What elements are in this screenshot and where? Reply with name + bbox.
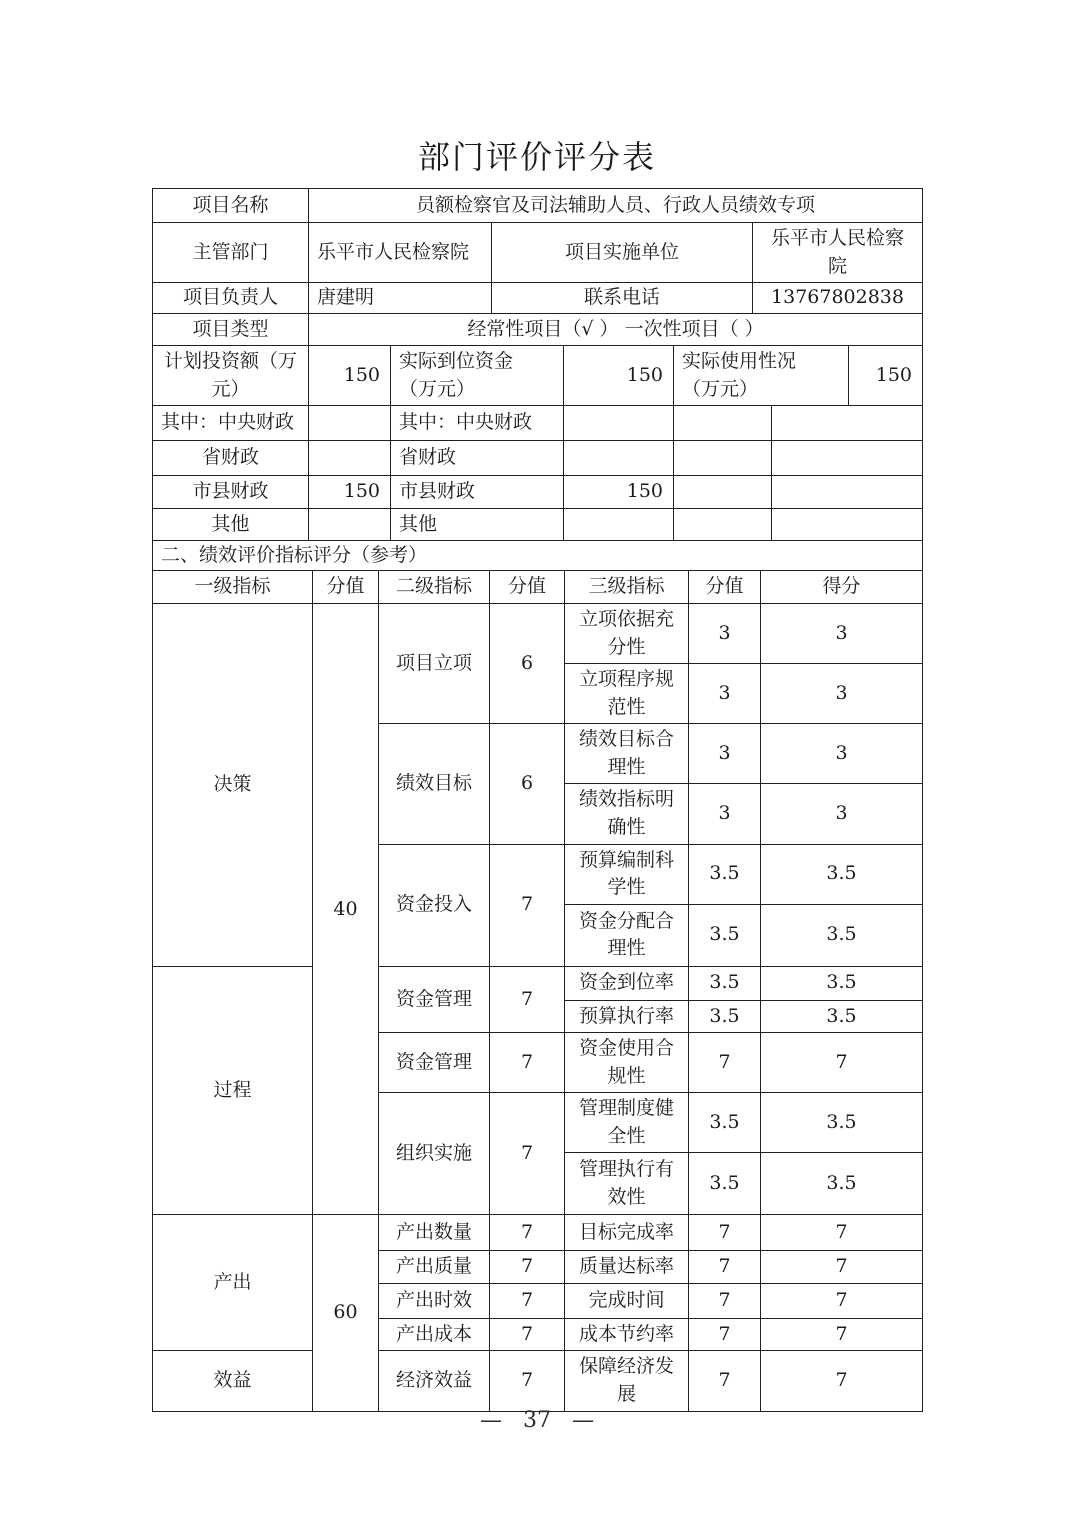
level3-got: 7 <box>761 1351 923 1411</box>
level2-score: 7 <box>490 1283 565 1318</box>
level3-name: 资金到位率 <box>565 966 689 1000</box>
level3-got: 7 <box>761 1283 923 1318</box>
level2-name: 资金投入 <box>379 844 490 966</box>
level2-name: 绩效目标 <box>379 724 490 844</box>
breakdown-right-label: 市县财政 <box>391 476 564 509</box>
level2-score: 7 <box>490 1093 565 1215</box>
header-score1: 分值 <box>313 571 379 604</box>
header-level3: 三级指标 <box>565 571 689 604</box>
level3-name: 预算编制科学性 <box>565 844 689 904</box>
breakdown-left-value <box>309 441 391 476</box>
breakdown-right-value <box>564 441 674 476</box>
level3-got: 7 <box>761 1318 923 1351</box>
breakdown-right-value: 150 <box>564 476 674 509</box>
level3-got: 3.5 <box>761 1153 923 1215</box>
level2-name: 产出数量 <box>379 1215 490 1251</box>
level2-score: 7 <box>490 1251 565 1284</box>
used-funds-label: 实际使用性况（万元） <box>674 346 849 406</box>
level3-name: 质量达标率 <box>565 1251 689 1284</box>
empty-cell <box>772 509 923 541</box>
level2-name: 资金管理 <box>379 966 490 1033</box>
breakdown-left-label: 其中：中央财政 <box>153 406 309 441</box>
indicator-score-table <box>152 570 923 1411</box>
level3-score: 3 <box>689 604 761 664</box>
empty-cell <box>674 441 772 476</box>
level3-got: 7 <box>761 1251 923 1284</box>
project-type-value: 经常性项目（√ ） 一次性项目（ ） <box>309 314 923 346</box>
level3-name: 立项程序规范性 <box>565 664 689 724</box>
project-info-table <box>152 188 923 571</box>
info-row-departments <box>153 223 923 283</box>
level2-name: 组织实施 <box>379 1093 490 1215</box>
level3-score: 3.5 <box>689 844 761 904</box>
project-type-label: 项目类型 <box>153 314 309 346</box>
level3-got: 7 <box>761 1033 923 1093</box>
level3-got: 3.5 <box>761 844 923 904</box>
phone-value: 13767802838 <box>753 283 923 314</box>
level2-name: 产出质量 <box>379 1251 490 1284</box>
level3-got: 3.5 <box>761 904 923 966</box>
level3-got: 3.5 <box>761 966 923 1000</box>
dept-label: 主管部门 <box>153 223 309 283</box>
table-row <box>153 1351 923 1411</box>
breakdown-left-label: 市县财政 <box>153 476 309 509</box>
level2-name: 产出成本 <box>379 1318 490 1351</box>
header-got: 得分 <box>761 571 923 604</box>
level2-name: 项目立项 <box>379 604 490 724</box>
indicator-header-row <box>153 571 923 604</box>
level1-process: 过程 <box>153 966 313 1215</box>
header-level1: 一级指标 <box>153 571 313 604</box>
breakdown-left-value <box>309 509 391 541</box>
level3-name: 成本节约率 <box>565 1318 689 1351</box>
level2-score: 6 <box>490 604 565 724</box>
phone-label: 联系电话 <box>492 283 753 314</box>
level3-name: 资金使用合规性 <box>565 1033 689 1093</box>
breakdown-right-label: 其他 <box>391 509 564 541</box>
header-level2: 二级指标 <box>379 571 490 604</box>
level3-got: 3 <box>761 604 923 664</box>
tables-wrapper <box>152 188 922 1412</box>
info-row-project-name <box>153 189 923 223</box>
info-row-investment <box>153 346 923 406</box>
used-funds-value: 150 <box>849 346 923 406</box>
level3-got: 3.5 <box>761 1093 923 1153</box>
project-name-label: 项目名称 <box>153 189 309 223</box>
level3-name: 资金分配合理性 <box>565 904 689 966</box>
level3-score: 3.5 <box>689 1153 761 1215</box>
table-row <box>153 966 923 1000</box>
dept-value: 乐平市人民检察院 <box>309 223 492 283</box>
empty-cell <box>674 406 772 441</box>
level3-score: 7 <box>689 1215 761 1251</box>
level3-score: 7 <box>689 1351 761 1411</box>
level2-name: 资金管理 <box>379 1033 490 1093</box>
level3-name: 绩效目标合理性 <box>565 724 689 784</box>
level1-output: 产出 <box>153 1215 313 1351</box>
level3-name: 预算执行率 <box>565 1000 689 1033</box>
page-number: — 37 — <box>480 1408 594 1433</box>
level2-score: 7 <box>490 1215 565 1251</box>
level2-score: 7 <box>490 1318 565 1351</box>
level2-score: 6 <box>490 724 565 844</box>
empty-cell <box>772 441 923 476</box>
level3-score: 7 <box>689 1033 761 1093</box>
planned-investment-label: 计划投资额（万元） <box>153 346 309 406</box>
level2-score: 7 <box>490 1351 565 1411</box>
level2-score: 7 <box>490 966 565 1033</box>
breakdown-right-value <box>564 509 674 541</box>
breakdown-right-label: 省财政 <box>391 441 564 476</box>
level3-got: 3 <box>761 664 923 724</box>
leader-label: 项目负责人 <box>153 283 309 314</box>
empty-cell <box>772 476 923 509</box>
level1-benefit: 效益 <box>153 1351 313 1411</box>
table-row <box>153 1215 923 1251</box>
block-score-40: 40 <box>313 604 379 1215</box>
level3-name: 完成时间 <box>565 1283 689 1318</box>
breakdown-left-value: 150 <box>309 476 391 509</box>
breakdown-left-label: 省财政 <box>153 441 309 476</box>
level3-got: 3 <box>761 724 923 784</box>
breakdown-right-label: 其中：中央财政 <box>391 406 564 441</box>
level2-score: 7 <box>490 844 565 966</box>
level3-got: 3.5 <box>761 1000 923 1033</box>
level3-score: 3.5 <box>689 904 761 966</box>
planned-investment-value: 150 <box>309 346 391 406</box>
level3-name: 绩效指标明确性 <box>565 784 689 844</box>
breakdown-row-other <box>153 509 923 541</box>
empty-cell <box>772 406 923 441</box>
level3-name: 管理制度健全性 <box>565 1093 689 1153</box>
table-row <box>153 604 923 664</box>
page-title: 部门评价评分表 <box>417 138 656 176</box>
breakdown-left-label: 其他 <box>153 509 309 541</box>
level2-name: 产出时效 <box>379 1283 490 1318</box>
level3-got: 3 <box>761 784 923 844</box>
breakdown-row-central <box>153 406 923 441</box>
impl-unit-label: 项目实施单位 <box>492 223 753 283</box>
level3-got: 7 <box>761 1215 923 1251</box>
level3-score: 7 <box>689 1251 761 1284</box>
info-row-leader <box>153 283 923 314</box>
level3-score: 7 <box>689 1318 761 1351</box>
level3-score: 7 <box>689 1283 761 1318</box>
empty-cell <box>674 476 772 509</box>
block-score-60: 60 <box>313 1215 379 1411</box>
info-row-project-type <box>153 314 923 346</box>
level3-score: 3 <box>689 724 761 784</box>
breakdown-row-city <box>153 476 923 509</box>
level2-score: 7 <box>490 1033 565 1093</box>
impl-unit-value: 乐平市人民检察院 <box>753 223 923 283</box>
level3-name: 立项依据充分性 <box>565 604 689 664</box>
empty-cell <box>674 509 772 541</box>
level3-score: 3.5 <box>689 1000 761 1033</box>
level3-score: 3.5 <box>689 966 761 1000</box>
section2-band-row <box>153 541 923 571</box>
header-score3: 分值 <box>689 571 761 604</box>
level3-score: 3.5 <box>689 1093 761 1153</box>
level3-score: 3 <box>689 784 761 844</box>
level2-name: 经济效益 <box>379 1351 490 1411</box>
arrived-funds-label: 实际到位资金（万元） <box>391 346 564 406</box>
level3-name: 保障经济发展 <box>565 1351 689 1411</box>
level3-name: 管理执行有效性 <box>565 1153 689 1215</box>
arrived-funds-value: 150 <box>564 346 674 406</box>
breakdown-row-province <box>153 441 923 476</box>
level3-score: 3 <box>689 664 761 724</box>
header-score2: 分值 <box>490 571 565 604</box>
project-name-value: 员额检察官及司法辅助人员、行政人员绩效专项 <box>309 189 923 223</box>
leader-value: 唐建明 <box>309 283 492 314</box>
section2-title: 二、绩效评价指标评分（参考） <box>153 541 923 571</box>
breakdown-left-value <box>309 406 391 441</box>
level3-name: 目标完成率 <box>565 1215 689 1251</box>
breakdown-right-value <box>564 406 674 441</box>
level1-decision: 决策 <box>153 604 313 966</box>
